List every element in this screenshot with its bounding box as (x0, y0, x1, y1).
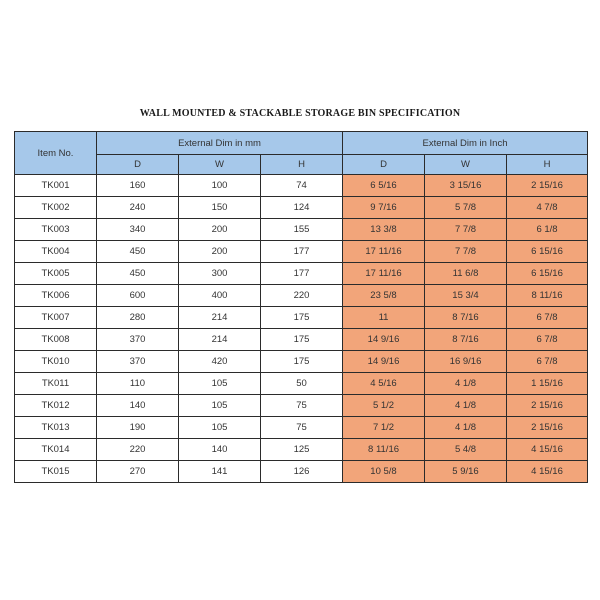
mm-w-cell: 300 (179, 263, 261, 285)
mm-h-cell: 124 (261, 197, 343, 219)
inch-d-cell: 14 9/16 (343, 329, 425, 351)
mm-h-cell: 75 (261, 395, 343, 417)
mm-d-cell: 140 (97, 395, 179, 417)
table-row (15, 329, 588, 351)
inch-d-cell: 11 (343, 307, 425, 329)
inch-d-cell: 9 7/16 (343, 197, 425, 219)
table-row (15, 461, 588, 483)
mm-w-header: W (179, 155, 261, 175)
mm-w-cell: 214 (179, 329, 261, 351)
mm-d-cell: 370 (97, 351, 179, 373)
inch-h-cell: 6 15/16 (507, 241, 588, 263)
inch-w-header: W (425, 155, 507, 175)
inch-h-cell: 4 7/8 (507, 197, 588, 219)
inch-w-cell: 8 7/16 (425, 329, 507, 351)
mm-w-cell: 150 (179, 197, 261, 219)
table-row (15, 373, 588, 395)
mm-h-cell: 220 (261, 285, 343, 307)
inch-d-cell: 7 1/2 (343, 417, 425, 439)
mm-h-cell: 177 (261, 241, 343, 263)
mm-d-header: D (97, 155, 179, 175)
mm-h-cell: 177 (261, 263, 343, 285)
inch-d-cell: 23 5/8 (343, 285, 425, 307)
item-no-cell: TK002 (15, 197, 97, 219)
mm-w-cell: 214 (179, 307, 261, 329)
mm-h-cell: 175 (261, 329, 343, 351)
mm-w-cell: 141 (179, 461, 261, 483)
inch-d-cell: 13 3/8 (343, 219, 425, 241)
inch-w-cell: 5 4/8 (425, 439, 507, 461)
table-row (15, 219, 588, 241)
inch-h-header: H (507, 155, 588, 175)
inch-group-header: External Dim in Inch (343, 132, 588, 155)
inch-h-cell: 4 15/16 (507, 439, 588, 461)
mm-h-cell: 175 (261, 351, 343, 373)
mm-d-cell: 370 (97, 329, 179, 351)
table-row (15, 417, 588, 439)
table-row (15, 351, 588, 373)
mm-group-header: External Dim in mm (97, 132, 343, 155)
inch-h-cell: 2 15/16 (507, 175, 588, 197)
inch-d-cell: 8 11/16 (343, 439, 425, 461)
mm-h-cell: 125 (261, 439, 343, 461)
spec-table (14, 131, 588, 483)
inch-h-cell: 2 15/16 (507, 395, 588, 417)
table-row (15, 197, 588, 219)
inch-w-cell: 11 6/8 (425, 263, 507, 285)
table-row (15, 395, 588, 417)
inch-d-cell: 17 11/16 (343, 241, 425, 263)
inch-w-cell: 5 7/8 (425, 197, 507, 219)
inch-w-cell: 5 9/16 (425, 461, 507, 483)
table-row (15, 285, 588, 307)
table-row (15, 307, 588, 329)
table-row (15, 241, 588, 263)
item-no-cell: TK007 (15, 307, 97, 329)
mm-w-cell: 105 (179, 373, 261, 395)
item-no-header: Item No. (15, 132, 97, 175)
mm-h-cell: 50 (261, 373, 343, 395)
mm-w-cell: 420 (179, 351, 261, 373)
inch-w-cell: 3 15/16 (425, 175, 507, 197)
inch-d-cell: 17 11/16 (343, 263, 425, 285)
mm-d-cell: 280 (97, 307, 179, 329)
inch-w-cell: 4 1/8 (425, 373, 507, 395)
table-row (15, 175, 588, 197)
inch-w-cell: 8 7/16 (425, 307, 507, 329)
mm-d-cell: 220 (97, 439, 179, 461)
item-no-cell: TK015 (15, 461, 97, 483)
mm-d-cell: 190 (97, 417, 179, 439)
inch-h-cell: 8 11/16 (507, 285, 588, 307)
mm-h-header: H (261, 155, 343, 175)
inch-d-cell: 14 9/16 (343, 351, 425, 373)
mm-w-cell: 100 (179, 175, 261, 197)
item-no-cell: TK006 (15, 285, 97, 307)
spec-table-body (15, 175, 588, 483)
item-no-cell: TK013 (15, 417, 97, 439)
inch-h-cell: 6 7/8 (507, 329, 588, 351)
table-row (15, 439, 588, 461)
inch-w-cell: 15 3/4 (425, 285, 507, 307)
mm-w-cell: 105 (179, 417, 261, 439)
mm-w-cell: 105 (179, 395, 261, 417)
inch-h-cell: 6 1/8 (507, 219, 588, 241)
item-no-cell: TK005 (15, 263, 97, 285)
item-no-cell: TK014 (15, 439, 97, 461)
inch-d-cell: 4 5/16 (343, 373, 425, 395)
mm-d-cell: 450 (97, 263, 179, 285)
item-no-cell: TK010 (15, 351, 97, 373)
inch-d-cell: 6 5/16 (343, 175, 425, 197)
inch-w-cell: 7 7/8 (425, 219, 507, 241)
mm-d-cell: 450 (97, 241, 179, 263)
mm-d-cell: 270 (97, 461, 179, 483)
inch-h-cell: 6 7/8 (507, 307, 588, 329)
table-row (15, 263, 588, 285)
item-no-cell: TK011 (15, 373, 97, 395)
inch-d-cell: 10 5/8 (343, 461, 425, 483)
mm-w-cell: 200 (179, 219, 261, 241)
mm-d-cell: 340 (97, 219, 179, 241)
mm-h-cell: 155 (261, 219, 343, 241)
inch-h-cell: 6 15/16 (507, 263, 588, 285)
mm-d-cell: 240 (97, 197, 179, 219)
inch-d-header: D (343, 155, 425, 175)
inch-w-cell: 16 9/16 (425, 351, 507, 373)
inch-d-cell: 5 1/2 (343, 395, 425, 417)
item-no-cell: TK004 (15, 241, 97, 263)
inch-h-cell: 6 7/8 (507, 351, 588, 373)
inch-w-cell: 7 7/8 (425, 241, 507, 263)
mm-w-cell: 200 (179, 241, 261, 263)
mm-d-cell: 110 (97, 373, 179, 395)
mm-w-cell: 400 (179, 285, 261, 307)
item-no-cell: TK003 (15, 219, 97, 241)
inch-w-cell: 4 1/8 (425, 395, 507, 417)
item-no-cell: TK001 (15, 175, 97, 197)
item-no-cell: TK008 (15, 329, 97, 351)
inch-h-cell: 2 15/16 (507, 417, 588, 439)
inch-h-cell: 1 15/16 (507, 373, 588, 395)
inch-h-cell: 4 15/16 (507, 461, 588, 483)
mm-h-cell: 126 (261, 461, 343, 483)
mm-h-cell: 75 (261, 417, 343, 439)
item-no-cell: TK012 (15, 395, 97, 417)
mm-w-cell: 140 (179, 439, 261, 461)
mm-h-cell: 175 (261, 307, 343, 329)
spec-title: WALL MOUNTED & STACKABLE STORAGE BIN SPECIFICATION (139, 108, 461, 119)
mm-d-cell: 600 (97, 285, 179, 307)
spec-table-header (15, 132, 588, 175)
mm-d-cell: 160 (97, 175, 179, 197)
mm-h-cell: 74 (261, 175, 343, 197)
inch-w-cell: 4 1/8 (425, 417, 507, 439)
